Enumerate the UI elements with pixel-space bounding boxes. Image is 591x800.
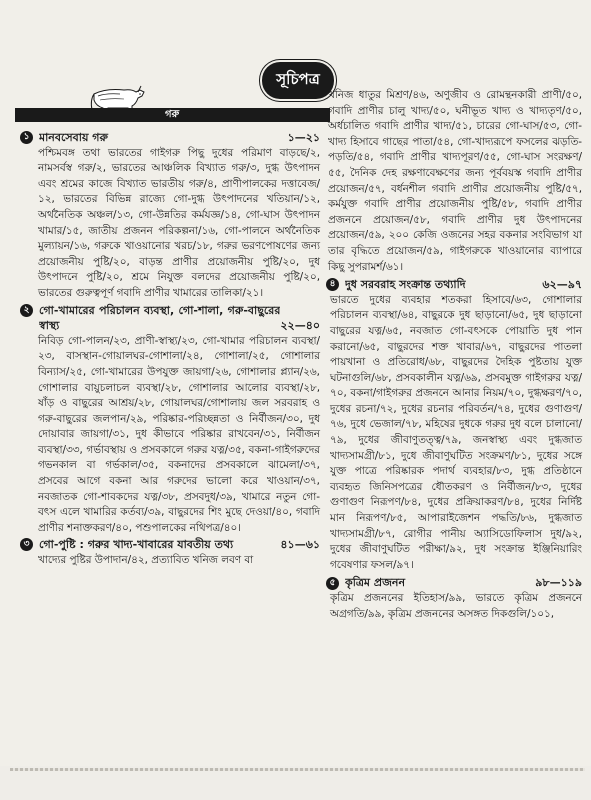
chapter-contents: কৃত্রিম প্রজননের ইতিহাস/৯৯, ভারতে কৃত্রিম প্রজননে অগ্রগতি/৯৯, কৃত্রিম প্রজননের অসঙ্গত দিকগুলি/১০১, [330,592,582,620]
chapter-number: ১ [20,131,33,144]
toc-entry-3 [20,537,320,568]
toc-entry-1 [20,130,320,302]
chapter-number: ৩ [20,538,33,551]
right-column [326,88,582,622]
chapter-pages: ২২—৪০ [280,319,320,333]
chapter-pages: ৬২—৯৭ [542,278,582,292]
chapter-title: মানবসেবায় গরু [39,131,108,144]
section-header-label: গরু [165,109,180,120]
chapter-title: দুধ সরবরাহ সংক্রান্ত তথ্যাদি [345,278,466,292]
chapter-contents: পশ্চিমবঙ্গ তথা ভারতের গাইগরু পিছু দুধের পরিমাণ বাড়ছে/২, নামসর্বস্ব গরু/২, ভারতের আঞ্চলিক বিখ্যাত গরু/৩, দুগ্ধ উৎপাদন এবং শ্রমের কাজে বিখ্যাত ভারতীয় গরু/৪, প্রাণীপালকের দত্তাবেজ/১২, ভারতের বিভিন্ন রাজ্যে গো-দুগ্ধ উৎপাদনের খতিয়ান/১২, অর্থনৈতিক অঞ্চল/১৩, গো-উন্নতির কর্মযজ্ঞ/১৪, গো-ঘাস উৎপাদন খামার/১৫, জাতীয় প্রজনন পরিকল্পনা/১৬, গো-পালনে অর্থনৈতিক মুল্যায়ন/১৬, গরুকে খাওয়ানোর খরচ/১৮, গরুর ভরণপোষণের জন্য প্রয়োজনীয় পুষ্টি/২০, বাড়ন্ত প্রাণীর প্রয়োজনীয় পুষ্টি/২০, দুধ উৎপাদনে পুষ্টি/২০, শ্রমে নিযুক্ত বলদের প্রয়োজনীয় পুষ্টি/২০, ভারতের গুরুত্বপূর্ণ গবাদি প্রাণীর খামারের তালিকা/২১। [38,146,320,299]
chapter-3-contents-continued: খনিজ ধাতুর মিশ্রণ/৪৬, অণুজীব ও রোমন্থনকারী প্রাণী/৫০, গবাদি প্রাণীর চালু খাদ্য/৫০, ঘনীভূত খাদ্য ও খাদ্যতৃণ/৫০, অর্ধচালিত গবাদি প্রাণীর খাদ্য/৫১, চারের গো-ঘাস/৫৩, গো-খাদ্য হিসাবে গাছের পাতা/৫৪, গো-খাদ্যরূপে ফসলের ঝড়তি-পড়তি/৫৪, গবাদি প্রাণীর খাদ্যপূরণ/৫৫, গো-ঘাস সংরক্ষণ/৫৫, দৈনিক দেহ রক্ষণাবেক্ষণের জন্য পূর্ববয়স্ক গবাদি প্রাণীর প্রয়োজন/৫৭, বর্ধনশীল গবাদি প্রাণীর প্রয়োজনীয় পুষ্টি/৫৭, কর্মযুক্ত গবাদি প্রাণীর প্রয়োজনীয় পুষ্টি/৫৮, গবাদি প্রাণীর প্রজননে প্রয়োজন/৫৮, গবাদি প্রাণীর দুধ উৎপাদনের প্রয়োজন/৫৯, ২০০ কেজি ওজনের সহর বকনার সংবিভাগ যা তার বৃদ্ধিতে প্রয়োজন/৫৯, গাইগরুকে খাওয়ানোর ব্যাপারে কিছু সুপরামর্শ/৬১। [328,89,582,273]
toc-entry-4 [326,277,582,573]
chapter-pages: ৯৮—১১৯ [535,576,582,590]
chapter-title: কৃত্রিম প্রজনন [345,576,406,590]
chapter-pages: ৪১—৬১ [280,538,320,552]
chapter-number: ৫ [326,577,339,590]
chapter-contents: ভারতে দুধের ব্যবহার শতকরা হিসাবে/৬৩, গোশালার পরিচালন ব্যবস্থা/৬৪, বাছুরকে দুধ ছাড়ানো/৬৫, দুধ ছাড়ানো বাছুরের যত্ন/৬৫, নবজাত গো-বৎসকে পোয়াতি দুধ পান করানো/৬৫, বাছুরদের শক্ত খাবার/৬৭, বাছুরদের পাতলা পায়খানা ও প্রতিরোধ/৬৮, বাছুরদের দৈহিক পুষ্টতায় যুক্ত ঘটনাগুলি/৬৮, প্রসবকালীন যত্ন/৬৯, প্রসবমুক্ত গাইগরুর যত্ন/৭০, বকনা/গাইগরুর প্রজননে আনার নিয়ম/৭০, দুগ্ধক্ষরণ/৭০, দুধের রচনা/৭২, দুধের রচনার পরিবর্তন/৭৪, দুধের গুণাগুণ/৭৬, দুধে ভেজাল/৭৮, মহিষের দুধকে গরুর দুধ বলে চালানো/৭৯, দুধের জীবাণুতত্ত্ব/৭৯, জনস্বাস্থ্য এবং দুগ্ধজাত খাদ্যসামগ্রী/৮১, দুধে জীবাণুঘটিত সংক্রমণ/৮১, দুধের সঙ্গে যুক্ত পাত্রে পরিষ্কারক পদার্থ ব্যবহার/৮৩, দুগ্ধ প্রতিষ্ঠানে ব্যবহৃত জিনিসপত্রের ধৌতকরণ ও নির্বীজন/৮৩, দুধের গুণাগুণ নিরূপণ/৮৪, দুধের প্রক্রিয়াকরণ/৮৪, দুধের নির্দিষ্ট মান নিরূপণ/৮৫, আপারাইজেশন পদ্ধতি/৮৬, দুগ্ধজাত খাদ্যসামগ্রী/৮৭, রোগীর পানীয় অ্যাসিডোফিলাস দুধ/৯২, দুধের জীবাণুঘটিত পরীক্ষা/৯২, দুধ সংক্রান্ত ইঞ্জিনিয়ারিং গবেষণার ফসল/৯৭। [330,293,582,571]
chapter-title-text: গো-খামারের পরিচালন ব্যবস্থা, গো-শালা, গরু-বাছুরের স্বাস্থ্য [39,303,281,333]
toc-entry-2 [20,303,320,537]
page-title: সূচিপত্র [262,62,334,99]
page-bottom-margin [0,766,591,800]
chapter-number: ২ [20,304,33,317]
left-column [20,130,320,569]
chapter-contents: খাদ্যের পুষ্টির উপাদান/৪২, প্রত্যাবিত খনিজ লবণ বা [38,554,254,567]
chapter-contents: নিবিড় গো-পালন/২৩, প্রাণী-স্বাস্থ্য/২৩, গো-খামার পরিচালন ব্যবস্থা/২৩, বাসস্থান-গোয়ালঘর-গোশালা/২৪, গোশালা/২৫, গোশালার বিন্যাস/২৫, গো-খামারের উপযুক্ত জায়গা/২৬, গোশালার প্ল্যান/২৬, গোশালার বায়ুচলাচল ব্যবস্থা/২৮, গোশালার আলোর ব্যবস্থা/২৮, ষাঁড় ও বাছুরের আশ্রয়/২৮, গোয়ালঘর/গোশালায় জল সরবরাহ ও গরু-বাছুরের জলপান/২৯, পরিষ্কার-পরিচ্ছন্নতা ও নির্বীজন/৩০, দুধ দোয়াবার জায়গা/৩১, দুধ কীভাবে পরিষ্কার রাখবেন/৩১, নির্বীজন ব্যবস্থা/৩৩, গর্ভাবস্থায় ও প্রসবকালে গরুর যত্ন/৩৫, বকনা-গাইগরুদের গভনকাল বা গর্ভকাল/৩৫, বকনাদের প্রসবকালে ঝামেলা/৩৭, প্রসবের আগে বকনা আর গরুদের ভালো করে খাওয়ান/৩৭, নবজাতক গো-শাবকদের যত্ন/৩৮, প্রসবদুধ/৩৯, খামারে নতুন গো-বৎস এলে খামারির কর্তব্য/৩৯, বাছুরদের শিং মুছে দেওয়া/৪০, গবাদি প্রাণীর শনাক্তকরণ/৪০, পশুপালকের নথিপত্র/৪০। [38,334,320,534]
chapter-pages: ১—২১ [287,131,320,144]
toc-entry-5 [326,575,582,622]
section-header-bar [15,108,330,122]
chapter-title: গো-পুষ্টি : গরুর খাদ্য-খাবারের যাবতীয় তথ্য [39,538,234,552]
chapter-title [39,303,280,334]
chapter-number: ৪ [326,278,339,291]
page-edge-divider [10,768,585,771]
